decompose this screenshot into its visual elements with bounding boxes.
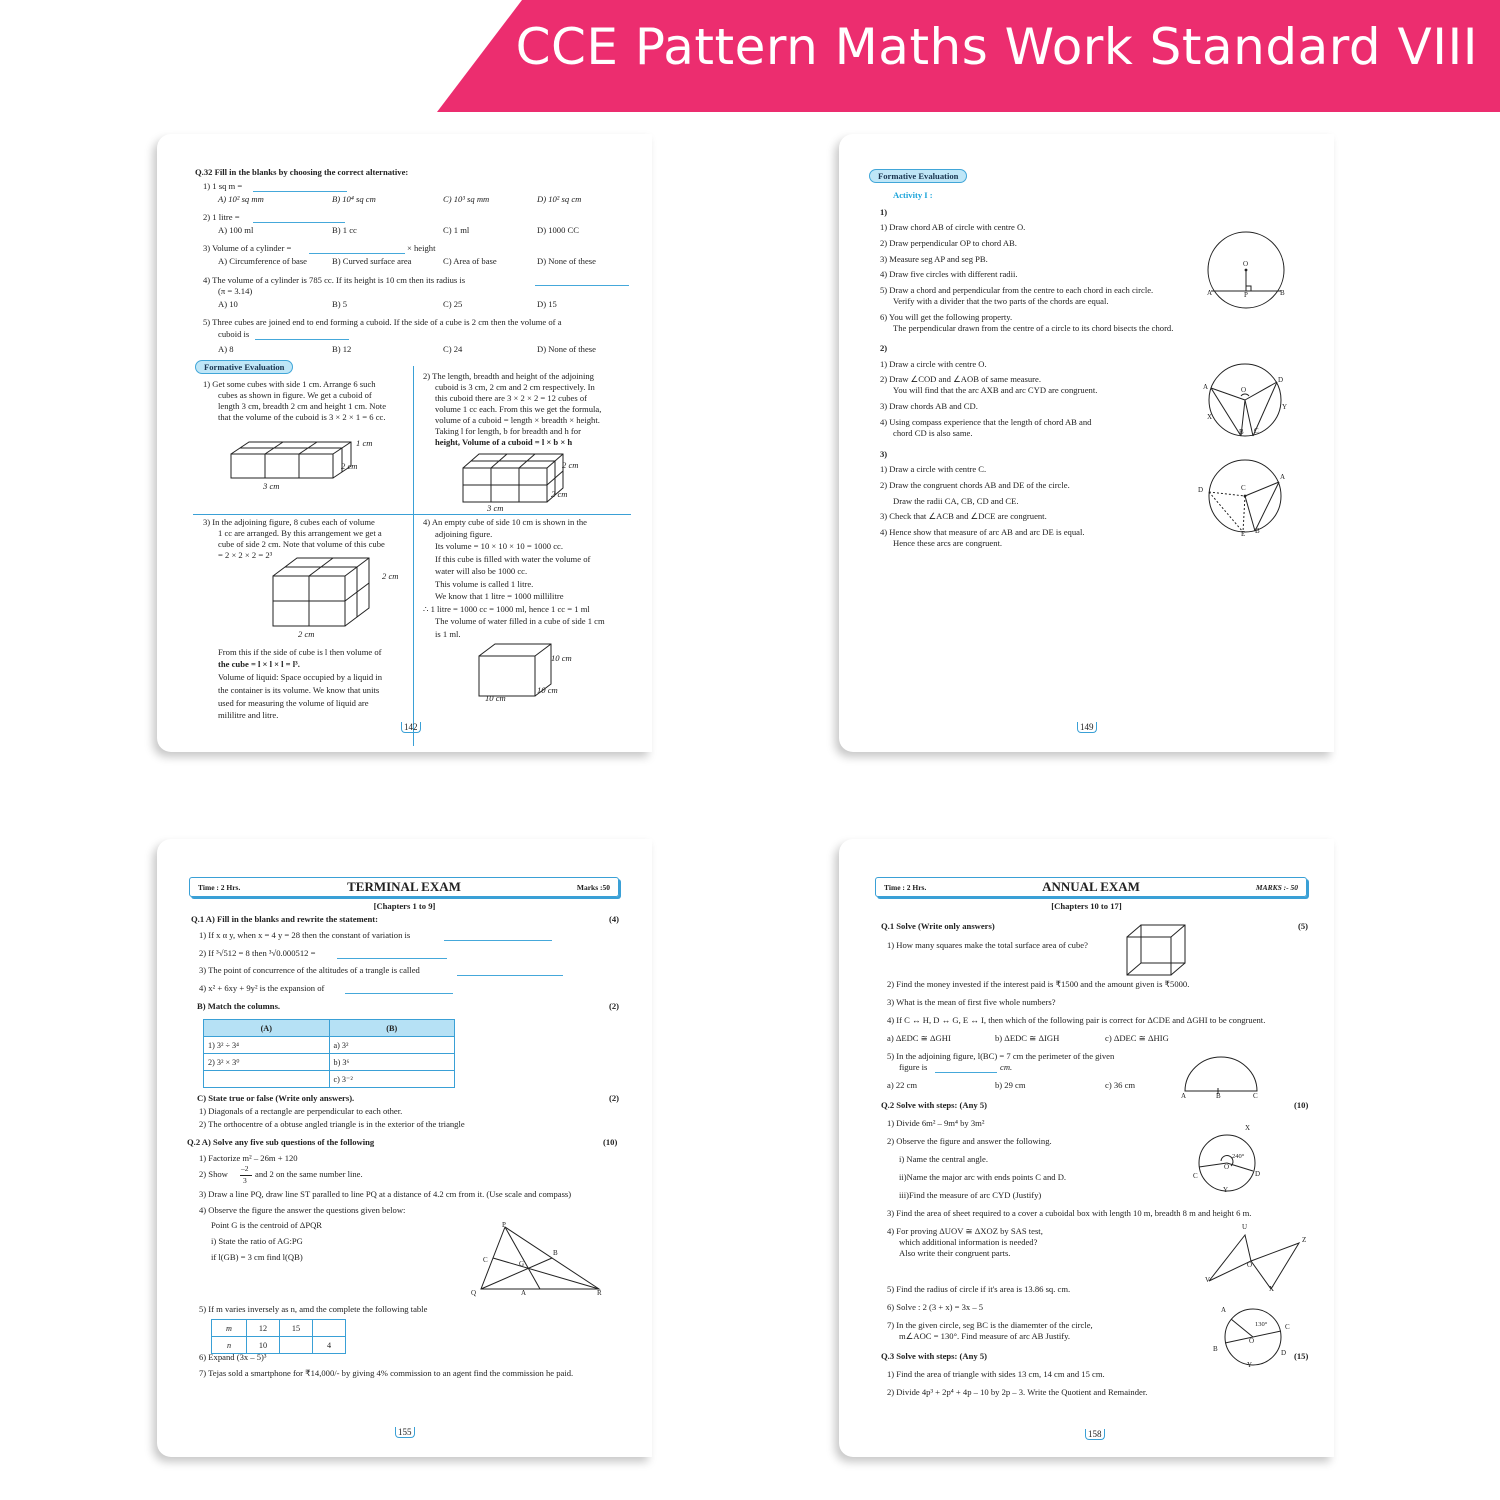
q-item: 4) Observe the figure the answer the questions given below: bbox=[199, 1205, 406, 1215]
step: Draw the radii CA, CB, CD and CE. bbox=[893, 496, 1019, 506]
answer-blank bbox=[444, 940, 552, 941]
question-32: Q.32 Fill in the blanks by choosing the correct alternative: bbox=[195, 167, 409, 177]
text-line: We know that 1 litre = 1000 millilitre bbox=[435, 591, 564, 601]
table-cell: 4 bbox=[313, 1337, 346, 1354]
fig-label: C bbox=[1254, 427, 1259, 435]
triangles-sas-figure bbox=[1201, 1231, 1305, 1293]
option: C) 25 bbox=[443, 299, 463, 309]
step: 3) Measure seg AP and seg PB. bbox=[880, 254, 988, 264]
table-cell: b) 3⁶ bbox=[329, 1054, 455, 1071]
table-cell: c) 3⁻² bbox=[329, 1071, 455, 1088]
fig-label: 130° bbox=[1255, 1321, 1268, 1328]
option: B) Curved surface area bbox=[332, 256, 412, 266]
marks: (10) bbox=[1294, 1100, 1309, 1110]
fig-label: B bbox=[553, 1249, 558, 1257]
page-149 bbox=[839, 134, 1334, 752]
text-line: 1) Get some cubes with side 1 cm. Arrange 6 such bbox=[203, 379, 376, 389]
step: 6) You will get the following property. bbox=[880, 312, 1013, 322]
option: D) None of these bbox=[537, 344, 596, 354]
q-item: 4) For proving ΔUOV ≅ ΔXOZ by SAS test, bbox=[887, 1226, 1043, 1236]
q-item: 2) If ³√512 = 8 then ³√0.000512 = bbox=[199, 948, 316, 958]
table-cell: 1) 3² ÷ 3⁴ bbox=[204, 1037, 330, 1054]
formative-evaluation-label: Formative Evaluation bbox=[869, 169, 967, 183]
step: 4) Using compass experience that the length of chord AB and bbox=[880, 417, 1092, 427]
option: c) ΔDEC ≅ ΔHIG bbox=[1105, 1033, 1169, 1043]
q-text: i) State the ratio of AG:PG bbox=[211, 1236, 303, 1246]
text-line: volume of a cuboid = length × breadth × height. bbox=[435, 415, 600, 425]
fig-label: B bbox=[1213, 1345, 1218, 1353]
cube-10cm-figure bbox=[475, 640, 575, 700]
q-item: 4) If C ↔ H, D ↔ G, E ↔ I, then which of the following pair is correct for ΔCDE and ΔGHI to be congruent. bbox=[887, 1015, 1266, 1025]
q-item: 6) Solve : 2 (3 + x) = 3x – 5 bbox=[887, 1302, 984, 1312]
text-line: cuboid is 3 cm, 2 cm and 2 cm respectively. In bbox=[435, 382, 595, 392]
page-number: 142 bbox=[401, 722, 421, 733]
q-item: 1) Factorize m² – 26m + 120 bbox=[199, 1153, 298, 1163]
text-line: length 3 cm, breadth 2 cm and height 1 cm. Note bbox=[218, 401, 387, 411]
banner-title: CCE Pattern Maths Work Standard VIII bbox=[515, 18, 1478, 76]
dim-label: 2 cm bbox=[341, 461, 358, 471]
fraction-denominator: 3 bbox=[243, 1176, 247, 1185]
text-line: used for measuring the volume of liquid are bbox=[218, 698, 369, 708]
table-cell: 15 bbox=[280, 1320, 313, 1337]
fig-label: B bbox=[1216, 1092, 1221, 1100]
option: A) 100 ml bbox=[218, 225, 254, 235]
fig-label: D bbox=[1278, 376, 1284, 384]
answer-blank bbox=[345, 993, 453, 994]
fig-label: Y bbox=[1282, 403, 1288, 411]
q-item: 5) Find the radius of circle if it's area is 13.86 sq. cm. bbox=[887, 1284, 1071, 1294]
column-divider bbox=[413, 366, 414, 746]
chapters-range: [Chapters 1 to 9] bbox=[373, 901, 436, 911]
question-heading: Q.1 Solve (Write only answers) bbox=[881, 921, 995, 931]
fraction-numerator: –2 bbox=[241, 1164, 249, 1173]
circle-congruent-chords-figure bbox=[1203, 458, 1287, 538]
page-number: 155 bbox=[395, 1427, 415, 1438]
fig-label: A bbox=[1221, 1306, 1227, 1314]
step: 4) Draw five circles with different radii. bbox=[880, 269, 1018, 279]
text-line: 2) The length, breadth and height of the adjoining bbox=[423, 371, 594, 381]
text-line: Its volume = 10 × 10 × 10 = 1000 cc. bbox=[435, 541, 563, 551]
q-item: 1) Find the area of triangle with sides 13 cm, 14 cm and 15 cm. bbox=[887, 1369, 1105, 1379]
exam-marks: MARKS :- 50 bbox=[1255, 883, 1298, 892]
option: C) 10³ sq mm bbox=[443, 194, 490, 204]
answer-blank bbox=[253, 191, 347, 192]
dim-label: 3 cm bbox=[263, 481, 280, 491]
chapters-range: [Chapters 10 to 17] bbox=[1051, 901, 1122, 911]
fig-label: U bbox=[1242, 1223, 1248, 1231]
text-line: adjoining figure. bbox=[435, 529, 493, 539]
table-cell: 2) 3² × 3⁰ bbox=[204, 1054, 330, 1071]
text-line: If this cube is filled with water the volume of bbox=[435, 554, 591, 564]
fig-label: D bbox=[1198, 486, 1204, 494]
step: 3) Draw chords AB and CD. bbox=[880, 401, 978, 411]
q-item: 2) Find the money invested if the interest paid is ₹1500 and the amount given is ₹5000. bbox=[887, 979, 1190, 989]
step: The perpendicular drawn from the centre of a circle to its chord bisects the chord. bbox=[893, 323, 1174, 333]
step: chord CD is also same. bbox=[893, 428, 973, 438]
dim-label: 2 cm bbox=[551, 489, 568, 499]
fig-label: C bbox=[1193, 1172, 1198, 1180]
option: A) 8 bbox=[218, 344, 234, 354]
fig-label: G bbox=[519, 1260, 525, 1268]
q-item: 1) If x α y, when x = 4 y = 28 then the constant of variation is bbox=[199, 930, 411, 940]
page-142 bbox=[157, 134, 652, 752]
q-item: 4) x² + 6xy + 9y² is the expansion of bbox=[199, 983, 325, 993]
fig-label: R bbox=[597, 1289, 602, 1297]
q-text: figure is bbox=[899, 1062, 928, 1072]
step: You will find that the arc AXB and arc CYD are congruent. bbox=[893, 385, 1098, 395]
dim-label: 10 cm bbox=[551, 653, 572, 663]
option: C) 1 ml bbox=[443, 225, 470, 235]
fig-label: O bbox=[1249, 1337, 1255, 1345]
step: 3) Check that ∠ACB and ∠DCE are congruent. bbox=[880, 511, 1047, 521]
cube-figure bbox=[1123, 923, 1193, 977]
section-number: 2) bbox=[880, 343, 888, 353]
marks: (2) bbox=[609, 1001, 620, 1011]
text-line: height, Volume of a cuboid = l × b × h bbox=[435, 437, 573, 447]
text-line: = 2 × 2 × 2 = 2³ bbox=[218, 550, 273, 560]
question-heading: Q.3 Solve with steps: (Any 5) bbox=[881, 1351, 987, 1361]
text-line: From this if the side of cube is l then volume of bbox=[218, 647, 382, 657]
variation-table bbox=[211, 1319, 346, 1354]
q-item: 7) In the given circle, seg BC is the diamemter of the circle, bbox=[887, 1320, 1093, 1330]
dim-label: 2 cm bbox=[562, 460, 579, 470]
fig-label: X bbox=[1269, 1285, 1275, 1293]
fig-label: O bbox=[1243, 260, 1249, 268]
exam-header bbox=[875, 877, 1307, 897]
q-item: 2) Show bbox=[199, 1169, 228, 1179]
q-item: 3) Find the area of sheet required to a cover a cuboidal box with length 10 m, breadth 8 m and height 6 m. bbox=[887, 1208, 1252, 1218]
answer-blank bbox=[253, 222, 345, 223]
option: D) 15 bbox=[537, 299, 557, 309]
match-columns-table bbox=[203, 1019, 455, 1088]
option: B) 10⁴ sq cm bbox=[332, 194, 376, 204]
q-text: if l(GB) = 3 cm find l(QB) bbox=[211, 1252, 303, 1262]
option: C) Area of base bbox=[443, 256, 497, 266]
step: 1) Draw a circle with centre C. bbox=[880, 464, 987, 474]
q-text: Point G is the centroid of ΔPQR bbox=[211, 1220, 323, 1230]
step: Hence these arcs are congruent. bbox=[893, 538, 1003, 548]
section-number: 3) bbox=[880, 449, 888, 459]
answer-blank bbox=[337, 958, 447, 959]
q-text: ii)Name the major arc with ends points C and D. bbox=[899, 1172, 1067, 1182]
option: c) 36 cm bbox=[1105, 1080, 1136, 1090]
option: C) 24 bbox=[443, 344, 463, 354]
fig-label: 240° bbox=[1232, 1153, 1245, 1160]
fig-label: B bbox=[1239, 428, 1244, 436]
fig-label: D bbox=[1255, 1170, 1261, 1178]
text-line: Taking l for length, b for breadth and h for bbox=[435, 426, 581, 436]
fig-label: Y bbox=[1247, 1361, 1253, 1369]
option: A) 10² sq mm bbox=[218, 194, 264, 204]
step: 5) Draw a chord and perpendicular from the centre to each chord in each circle. bbox=[880, 285, 1154, 295]
exam-title: ANNUAL EXAM bbox=[1042, 879, 1140, 894]
dim-label: 2 cm bbox=[298, 629, 315, 639]
text-line: volume 1 cc each. From this we get the formula, bbox=[435, 404, 602, 414]
fig-label: C bbox=[1285, 1323, 1290, 1331]
marks: (10) bbox=[603, 1137, 618, 1147]
q-text: cm. bbox=[1000, 1062, 1013, 1072]
question-heading: Q.1 A) Fill in the blanks and rewrite the statement: bbox=[191, 914, 378, 924]
fig-label: Q bbox=[471, 1289, 477, 1297]
q-item: 7) Tejas sold a smartphone for ₹14,000/- by giving 4% commission to an agent find the commission he paid. bbox=[199, 1368, 574, 1378]
fig-label: Y bbox=[1223, 1186, 1229, 1194]
text-line: cube of side 2 cm. Note that volume of this cube bbox=[218, 539, 385, 549]
fig-label: Z bbox=[1302, 1236, 1307, 1244]
question-heading: B) Match the columns. bbox=[197, 1001, 281, 1011]
text-line: the container is its volume. We know that units bbox=[218, 685, 380, 695]
fig-label: O bbox=[1241, 386, 1247, 394]
question-heading: C) State true or false (Write only answers). bbox=[197, 1093, 355, 1103]
q-item: 2) Observe the figure and answer the following. bbox=[887, 1136, 1052, 1146]
exam-title: TERMINAL EXAM bbox=[347, 879, 461, 894]
text-line: Volume of liquid: Space occupied by a liquid in bbox=[218, 672, 383, 682]
text-line: water will also be 1000 cc. bbox=[435, 566, 528, 576]
option: a) 22 cm bbox=[887, 1080, 918, 1090]
step: 4) Hence show that measure of arc AB and arc DE is equal. bbox=[880, 527, 1085, 537]
text-line: that the volume of the cuboid is 3 × 2 × 1 = 6 cc. bbox=[218, 412, 386, 422]
q-text: m∠AOC = 130°. Find measure of arc AB Justify. bbox=[899, 1331, 1071, 1341]
q-text: × height bbox=[407, 243, 436, 253]
marks: (5) bbox=[1298, 921, 1309, 931]
fig-label: A bbox=[1280, 473, 1286, 481]
answer-blank bbox=[535, 285, 629, 286]
semicircle-figure bbox=[1181, 1055, 1261, 1095]
option: B) 1 cc bbox=[332, 225, 357, 235]
table-cell bbox=[313, 1320, 346, 1337]
q-item: 3) What is the mean of first five whole numbers? bbox=[887, 997, 1056, 1007]
step: 1) Draw a circle with centre O. bbox=[880, 359, 987, 369]
q-item: 4) The volume of a cylinder is 785 cc. If its height is 10 cm then its radius is bbox=[203, 275, 466, 285]
fig-label: D bbox=[1281, 1349, 1287, 1357]
option: a) ΔEDC ≅ ΔGHI bbox=[887, 1033, 951, 1043]
option: b) 29 cm bbox=[995, 1080, 1026, 1090]
dim-label: 3 cm bbox=[487, 503, 504, 513]
option: A) 10 bbox=[218, 299, 238, 309]
dim-label: 2 cm bbox=[382, 571, 399, 581]
fig-label: A bbox=[521, 1289, 527, 1297]
option: A) Circumference of base bbox=[218, 256, 307, 266]
exam-time: Time : 2 Hrs. bbox=[884, 883, 927, 892]
fig-label: O bbox=[1224, 1163, 1230, 1171]
text-line: this cuboid there are 3 × 2 × 2 = 12 cubes of bbox=[435, 393, 588, 403]
q-item: 3) The point of concurrence of the altitudes of a trangle is called bbox=[199, 965, 420, 975]
q-text: cuboid is bbox=[218, 329, 250, 339]
q-text: (π = 3.14) bbox=[218, 286, 253, 296]
step: 2) Draw perpendicular OP to chord AB. bbox=[880, 238, 1017, 248]
cube-2x2x2-figure bbox=[267, 554, 387, 634]
page-158 bbox=[839, 839, 1334, 1457]
text-line: 1 cc are arranged. By this arrangement we get a bbox=[218, 528, 382, 538]
exam-header bbox=[189, 877, 619, 897]
table-cell: a) 3² bbox=[329, 1037, 455, 1054]
dim-label: 10 cm bbox=[485, 693, 506, 703]
fig-label: B bbox=[1280, 289, 1285, 297]
fig-label: A bbox=[1203, 383, 1209, 391]
q-item: 6) Expand (3x – 5)³ bbox=[199, 1352, 267, 1362]
q-item: 3) Draw a line PQ, draw line ST paralled to line PQ at a distance of 4.2 cm from it. (Use scale and compass) bbox=[199, 1189, 572, 1199]
step: 1) Draw chord AB of circle with centre O. bbox=[880, 222, 1026, 232]
q-item: 2) 1 litre = bbox=[203, 212, 240, 222]
circle-congruent-arcs-figure bbox=[1203, 360, 1287, 440]
fig-label: X bbox=[1245, 1124, 1251, 1132]
marks: (4) bbox=[609, 914, 620, 924]
option: D) None of these bbox=[537, 256, 596, 266]
answer-blank bbox=[309, 253, 405, 254]
fig-label: A bbox=[1181, 1092, 1187, 1100]
page-155 bbox=[157, 839, 652, 1457]
question-heading: Q.2 Solve with steps: (Any 5) bbox=[881, 1100, 987, 1110]
q-item: 3) Volume of a cylinder = bbox=[203, 243, 292, 253]
fig-label: C bbox=[1253, 1092, 1258, 1100]
q-item: 1) Diagonals of a rectangle are perpendicular to each other. bbox=[199, 1106, 403, 1116]
fig-label: E bbox=[1241, 530, 1246, 538]
q-item: 1) 1 sq m = bbox=[203, 181, 243, 191]
fig-label: C bbox=[1241, 484, 1246, 492]
q-text: and 2 on the same number line. bbox=[255, 1169, 363, 1179]
text-line: is 1 ml. bbox=[435, 629, 461, 639]
text-line: ∴ 1 litre = 1000 cc = 1000 ml, hence 1 cc = 1 ml bbox=[423, 604, 590, 614]
text-line: This volume is called 1 litre. bbox=[435, 579, 534, 589]
question-heading: Q.2 A) Solve any five sub questions of the following bbox=[187, 1137, 375, 1147]
q-item: 5) Three cubes are joined end to end forming a cuboid. If the side of a cube is 2 cm then the volume of a bbox=[203, 317, 562, 327]
activity-heading: Activity I : bbox=[893, 190, 933, 200]
text-line: 3) In the adjoining figure, 8 cubes each of volume bbox=[203, 517, 375, 527]
triangle-centroid-figure bbox=[475, 1225, 605, 1297]
text-line: mililitre and litre. bbox=[218, 710, 279, 720]
q-item: 2) Divide 4p³ + 2p⁴ + 4p – 10 by 2p – 3. Write the Quotient and Remainder. bbox=[887, 1387, 1148, 1397]
table-cell: 12 bbox=[247, 1320, 280, 1337]
table-cell: n bbox=[212, 1337, 247, 1354]
exam-marks: Marks :50 bbox=[576, 883, 610, 892]
fig-label: V bbox=[1205, 1276, 1211, 1284]
q-text: iii)Find the measure of arc CYD (Justify) bbox=[899, 1190, 1042, 1200]
row-divider bbox=[193, 514, 631, 515]
answer-blank bbox=[935, 1072, 997, 1073]
fig-label: P bbox=[502, 1221, 506, 1229]
marks: (15) bbox=[1294, 1351, 1309, 1361]
q-text: i) Name the central angle. bbox=[899, 1154, 988, 1164]
page-number: 158 bbox=[1085, 1429, 1105, 1440]
option: b) ΔEDC ≅ ΔIGH bbox=[995, 1033, 1060, 1043]
exam-time: Time : 2 Hrs. bbox=[198, 883, 241, 892]
fig-label: A bbox=[1207, 289, 1213, 297]
formative-evaluation-label: Formative Evaluation bbox=[195, 360, 293, 374]
q-text: which additional information is needed? bbox=[899, 1237, 1038, 1247]
text-line: cubes as shown in figure. We get a cuboid of bbox=[218, 390, 372, 400]
fig-label: O bbox=[1247, 1261, 1253, 1269]
step: Verify with a divider that the two parts of the chords are equal. bbox=[893, 296, 1109, 306]
dim-label: 10 cm bbox=[537, 685, 558, 695]
page-number: 149 bbox=[1077, 722, 1097, 733]
column-header: (A) bbox=[204, 1020, 330, 1037]
q-text: Also write their congruent parts. bbox=[899, 1248, 1011, 1258]
table-cell: m bbox=[212, 1320, 247, 1337]
column-header: (B) bbox=[329, 1020, 455, 1037]
fig-label: C bbox=[483, 1256, 488, 1264]
answer-blank bbox=[457, 975, 563, 976]
fig-label: X bbox=[1207, 413, 1213, 421]
q-item: 1) How many squares make the total surface area of cube? bbox=[887, 940, 1088, 950]
marks: (2) bbox=[609, 1093, 620, 1103]
step: 2) Draw the congruent chords AB and DE of the circle. bbox=[880, 480, 1070, 490]
table-cell bbox=[280, 1337, 313, 1354]
option: D) 1000 CC bbox=[537, 225, 580, 235]
fig-label: P bbox=[1244, 291, 1248, 299]
section-number: 1) bbox=[880, 207, 888, 217]
step: 2) Draw ∠COD and ∠AOB of same measure. bbox=[880, 374, 1041, 384]
q-item: 5) In the adjoining figure, l(BC) = 7 cm the perimeter of the given bbox=[887, 1051, 1115, 1061]
q-item: 2) The orthocentre of a obtuse angled triangle is in the exterior of the triangle bbox=[199, 1119, 465, 1129]
q-item: 1) Divide 6m² – 9m⁴ by 3m² bbox=[887, 1118, 985, 1128]
option: B) 5 bbox=[332, 299, 348, 309]
q-item: 5) If m varies inversely as n, amd the complete the following table bbox=[199, 1304, 428, 1314]
text-line: the cube = l × l × l = l³. bbox=[218, 659, 300, 669]
table-cell: 10 bbox=[247, 1337, 280, 1354]
option: B) 12 bbox=[332, 344, 352, 354]
answer-blank bbox=[255, 339, 349, 340]
dim-label: 1 cm bbox=[356, 438, 373, 448]
text-line: The volume of water filled in a cube of side 1 cm bbox=[435, 616, 605, 626]
option: D) 10² sq cm bbox=[537, 194, 582, 204]
table-cell bbox=[204, 1071, 330, 1088]
fig-label: B bbox=[1255, 527, 1260, 535]
text-line: 4) An empty cube of side 10 cm is shown in the bbox=[423, 517, 587, 527]
